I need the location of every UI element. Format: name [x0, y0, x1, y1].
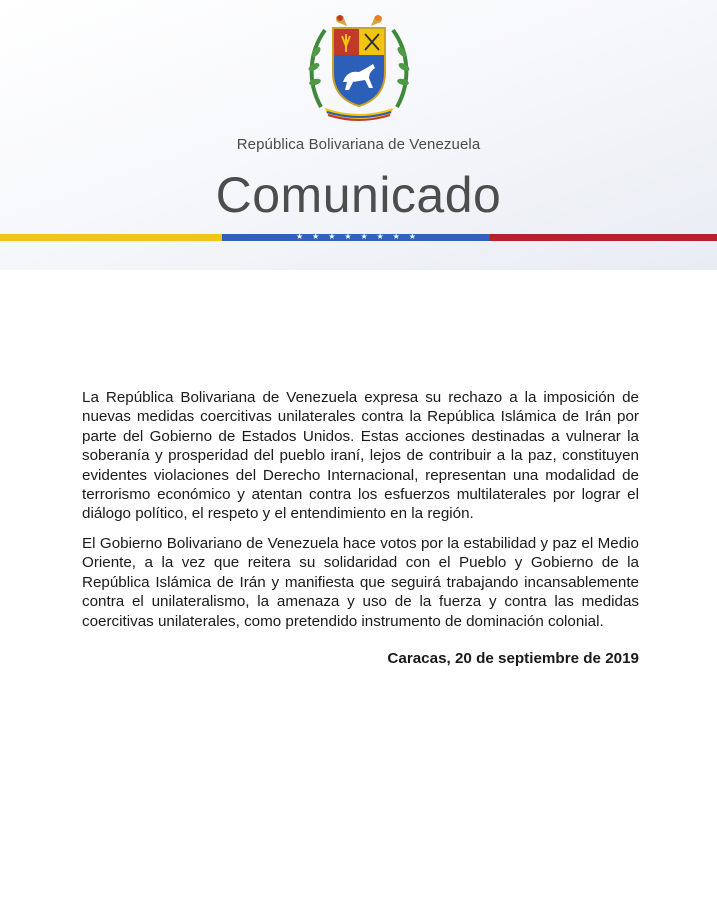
- stripe-yellow: [0, 234, 222, 241]
- body-paragraph-1: La República Bolivariana de Venezuela expresa su rechazo a la imposición de nuevas medidas coercitivas unilaterales contra la República Islámica de Irán por parte del Gobierno de Estados Unidos. Estas acciones destinadas a vulnerar la soberanía y prosperidad del pueblo iraní, lejos de contribuir a la paz, constituyen evidentes violaciones del Derecho Internacional, representan una modalidad de terrorismo económico y atentan contra los esfuerzos multilaterales por lograr el diálogo político, el respeto y el entendimiento en la región.: [82, 389, 639, 523]
- body-paragraph-2: El Gobierno Bolivariano de Venezuela hace votos por la estabilidad y paz el Medio Oriente, a la vez que reitera su solidaridad con el Pueblo y Gobierno de la República Islámica de Irán y manifiesta que seguirá trabajando incansablemente contra el unilateralismo, la amenaza y uso de la fuerza y contra las medidas coercitivas unilaterales, como pretendido instrumento de dominación colonial.: [82, 535, 639, 630]
- star-icon: ★: [296, 232, 304, 241]
- stars-row: [296, 232, 416, 242]
- star-icon: ★: [408, 232, 416, 241]
- stripe-red: [490, 234, 717, 241]
- star-icon: ★: [392, 232, 400, 241]
- star-icon: ★: [312, 232, 320, 241]
- document-title: Comunicado: [215, 167, 502, 223]
- star-icon: ★: [360, 232, 368, 241]
- star-icon: ★: [344, 232, 352, 241]
- organization-name: República Bolivariana de Venezuela: [236, 136, 481, 153]
- star-icon: ★: [328, 232, 336, 241]
- letterhead: [0, 0, 717, 270]
- place-and-date: Caracas, 20 de septiembre de 2019: [387, 650, 639, 667]
- star-icon: ★: [376, 232, 384, 241]
- coat-of-arms-of-venezuela-icon: [303, 12, 415, 122]
